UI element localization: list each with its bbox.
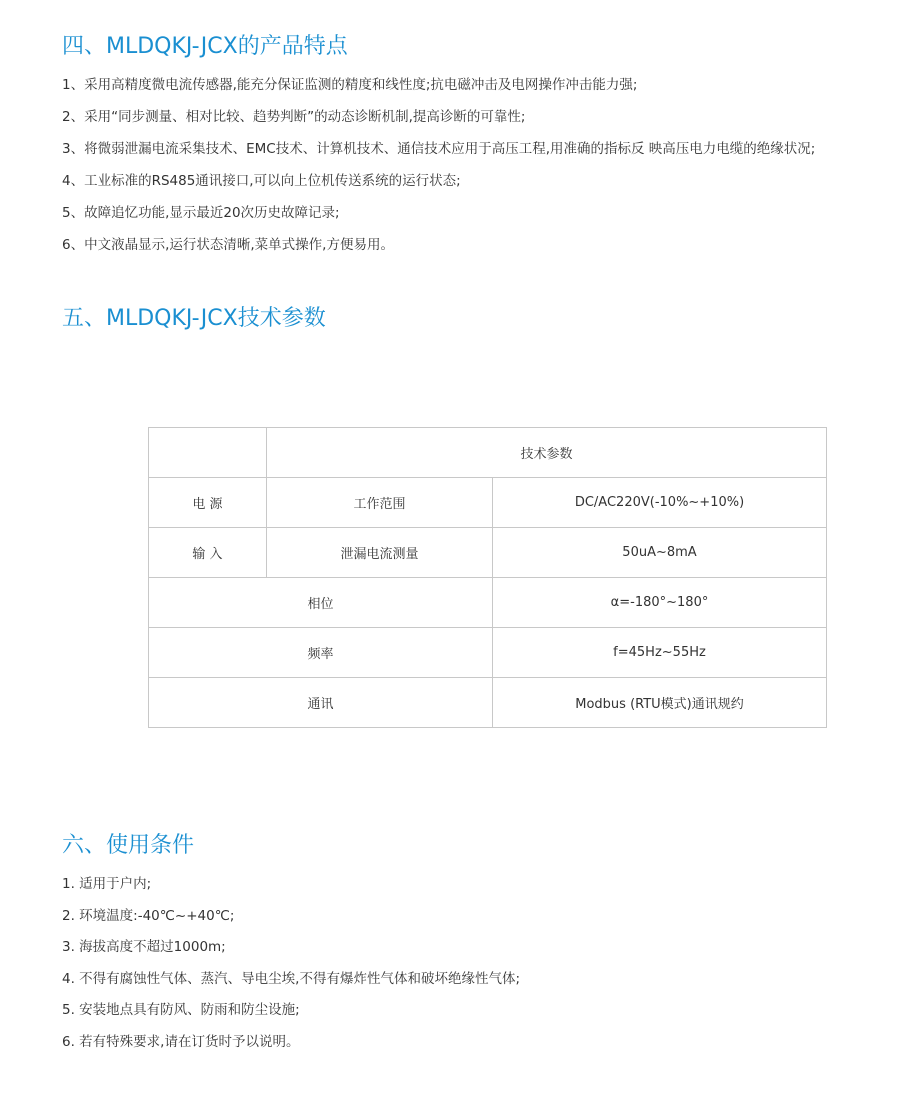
- condition-item-6: 6. 若有特殊要求,请在订货时予以说明。: [62, 1033, 300, 1050]
- spec-row-input: [149, 528, 827, 578]
- condition-item-2: 2. 环境温度:-40℃~+40℃;: [62, 907, 235, 924]
- spec-group-cell: 输 入: [149, 528, 267, 578]
- condition-item-5: 5. 安装地点具有防风、防雨和防尘设施;: [62, 1002, 300, 1018]
- spec-group-cell: 电 源: [149, 478, 267, 528]
- spec-header-empty-cell: [149, 428, 267, 478]
- spec-value-cell: Modbus (RTU模式)通讯规约: [493, 678, 827, 728]
- feature-item-5: 5、故障追忆功能,显示最近20次历史故障记录;: [62, 205, 340, 221]
- spec-value-cell: α=-180°~180°: [493, 578, 827, 628]
- spec-item-cell: 频率: [149, 628, 493, 678]
- spec-row-frequency: [149, 628, 827, 678]
- spec-value-cell: 50uA~8mA: [493, 528, 827, 578]
- feature-item-4: 4、工业标准的RS485通讯接口,可以向上位机传送系统的运行状态;: [62, 173, 461, 189]
- condition-item-1: 1. 适用于户内;: [62, 876, 152, 892]
- spec-header-row: [149, 428, 827, 478]
- spec-header-cell: 技术参数: [267, 428, 827, 478]
- feature-item-2: 2、采用“同步测量、相对比较、趋势判断”的动态诊断机制,提高诊断的可靠性;: [62, 109, 526, 125]
- spec-row-power: [149, 478, 827, 528]
- spec-value-cell: f=45Hz~55Hz: [493, 628, 827, 678]
- spec-item-cell: 工作范围: [267, 478, 493, 528]
- features-title: 四、MLDQKJ-JCX的产品特点: [62, 34, 348, 59]
- conditions-list: [62, 875, 520, 1064]
- spec-item-cell: 相位: [149, 578, 493, 628]
- spec-item-cell: 通讯: [149, 678, 493, 728]
- feature-item-3: 3、将微弱泄漏电流采集技术、EMC技术、计算机技术、通信技术应用于高压工程,用准确的指标反 映高压电力电缆的绝缘状况;: [62, 141, 816, 157]
- feature-item-1: 1、采用高精度微电流传感器,能充分保证监测的精度和线性度;抗电磁冲击及电网操作冲击能力强;: [62, 77, 638, 93]
- conditions-title: 六、使用条件: [62, 833, 195, 858]
- features-list: [62, 76, 815, 268]
- spec-table: [148, 427, 827, 728]
- condition-item-3: 3. 海拔高度不超过1000m;: [62, 939, 226, 955]
- specs-title: 五、MLDQKJ-JCX技术参数: [62, 306, 326, 331]
- condition-item-4: 4. 不得有腐蚀性气体、蒸汽、导电尘埃,不得有爆炸性气体和破坏绝缘性气体;: [62, 970, 521, 987]
- spec-item-cell: 泄漏电流测量: [267, 528, 493, 578]
- spec-value-cell: DC/AC220V(-10%~+10%): [493, 478, 827, 528]
- spec-row-phase: [149, 578, 827, 628]
- feature-item-6: 6、中文液晶显示,运行状态清晰,菜单式操作,方便易用。: [62, 237, 394, 253]
- spec-row-communication: [149, 678, 827, 728]
